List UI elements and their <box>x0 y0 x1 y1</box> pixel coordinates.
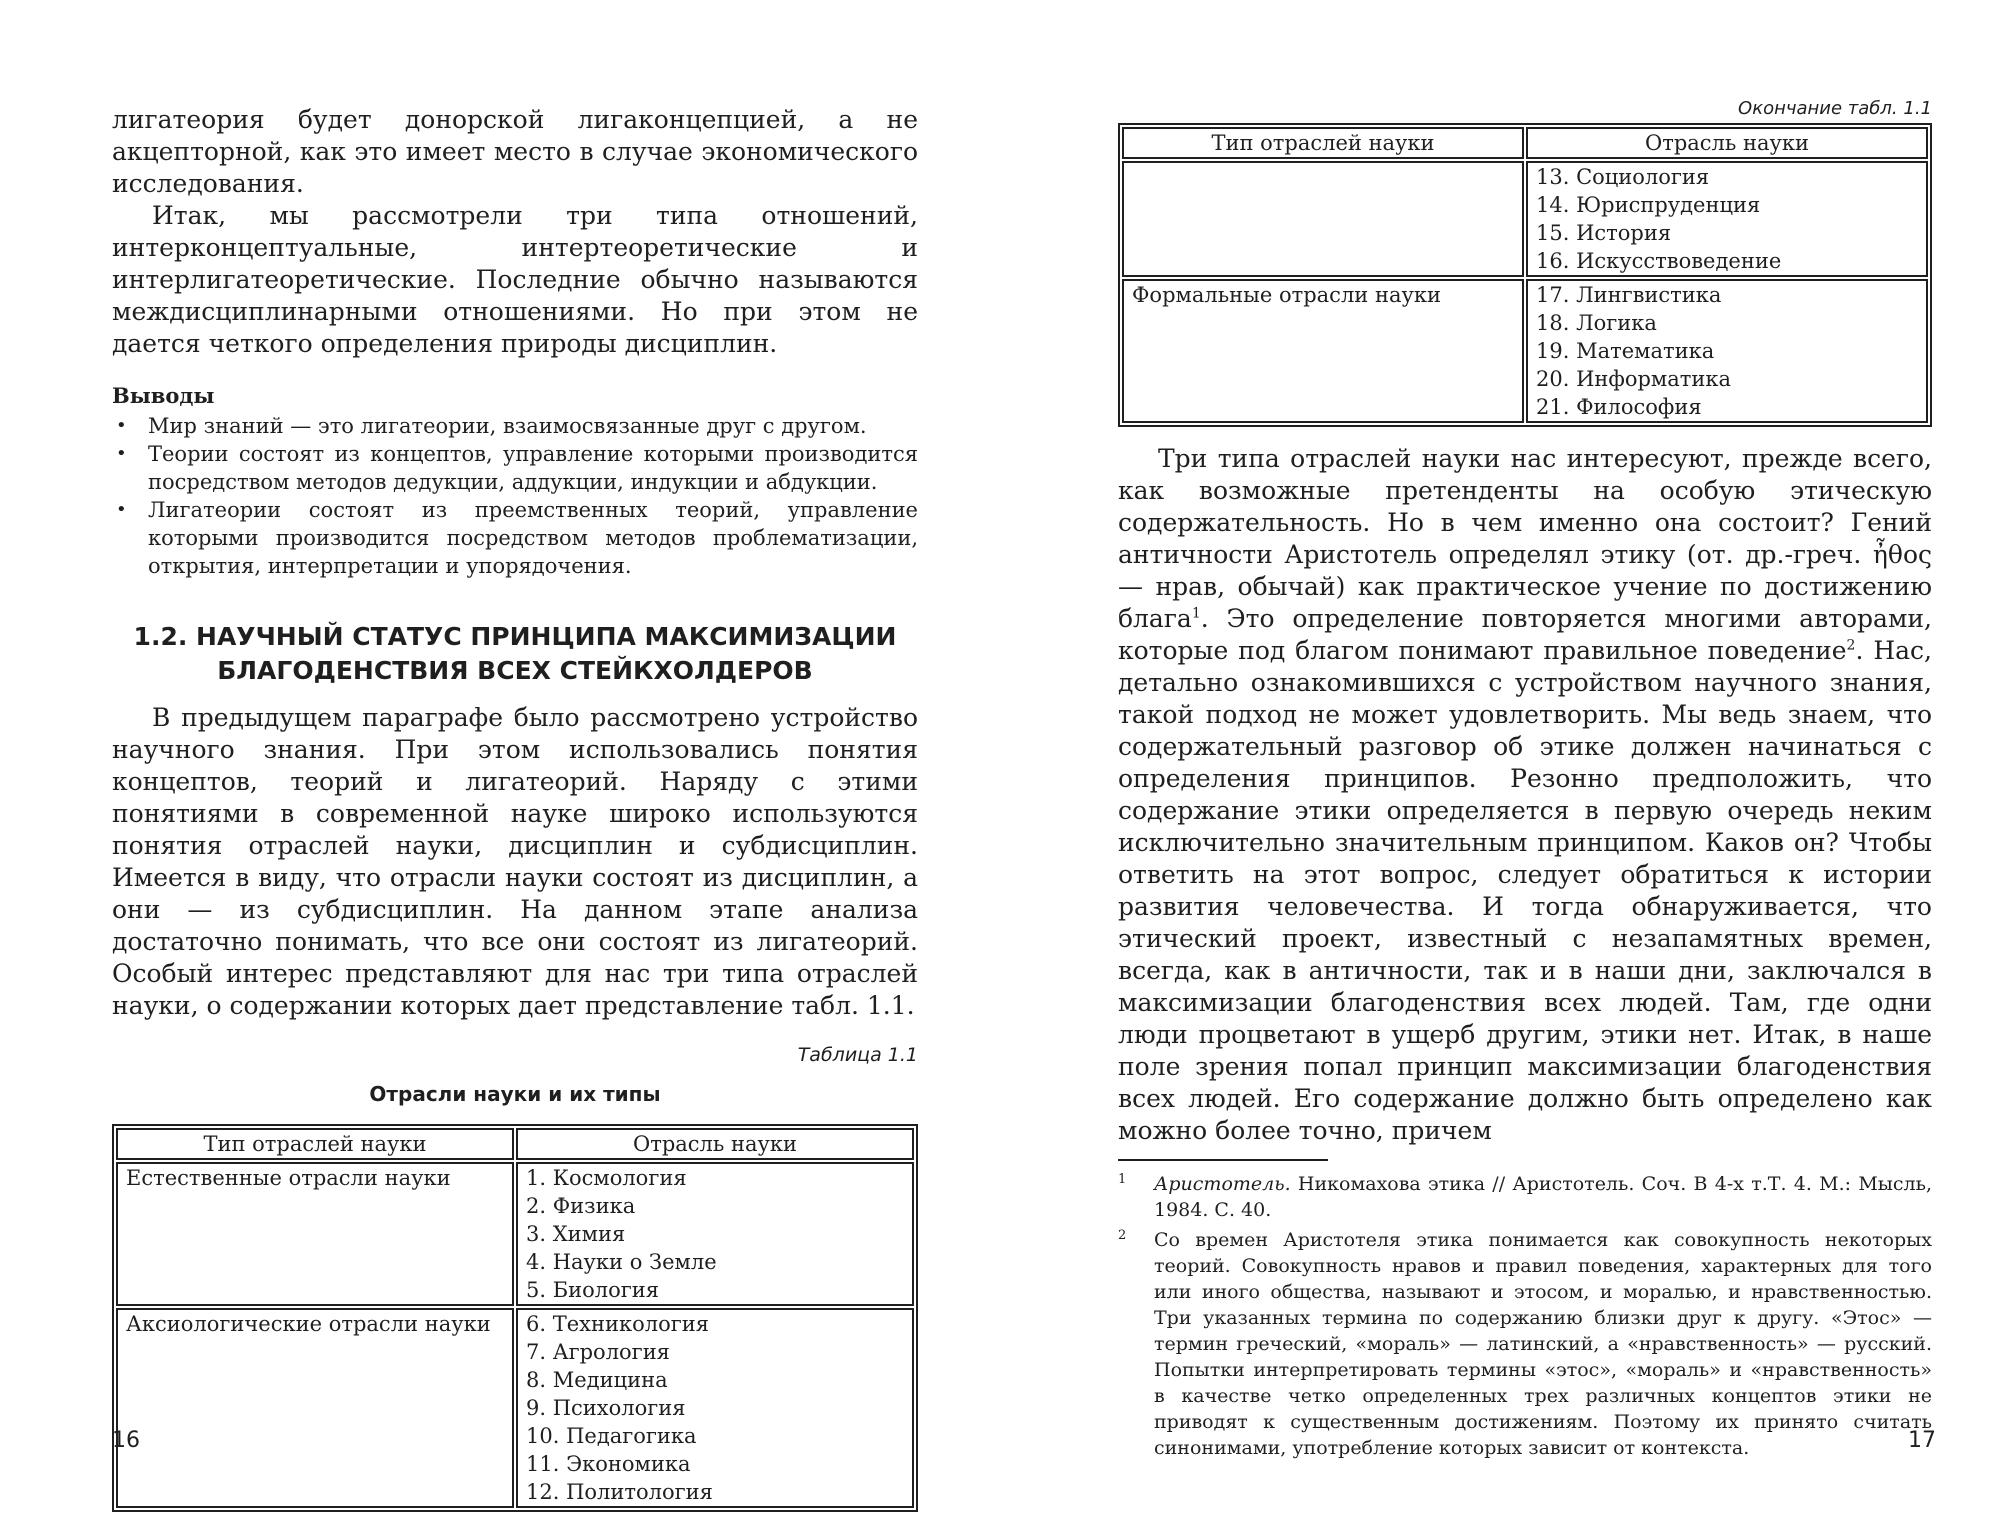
footnote-2-mark: 2 <box>1118 1228 1127 1243</box>
table-continuation-label: Окончание табл. 1.1 <box>1738 98 1932 119</box>
branch-item: 5. Биология <box>526 1278 660 1302</box>
footnote-divider <box>1118 1159 1328 1161</box>
table-cell-branches <box>516 1308 914 1508</box>
branch-item: 21. Философия <box>1536 395 1702 419</box>
conclusions-title: Выводы <box>112 383 215 408</box>
branch-item: 6. Техникология <box>526 1312 709 1336</box>
branch-item: 19. Математика <box>1536 339 1715 363</box>
footnote-2-text: Со времен Аристотеля этика понимается как совокупность некоторых теорий. Совокупность нравов и правил поведения, характерных для того или иного общества, называют и этосом, и моралью, и нравственностью. Три указанных термина по содержанию близки друг к другу. «Этос» — термин греческий, «мораль» — латинский, а «нравственность» — русский. Попытки интерпретировать термины «этос», «мораль» и «нравственность» в качестве четко определенных трех различных концептов этики не приводят к существенным достижениям. Поэтому их принято считать синонимами, употребление которых зависит от контекста. <box>1154 1229 1932 1459</box>
branch-item: 2. Физика <box>526 1194 636 1218</box>
table-cell-type: Аксиологические отрасли науки <box>116 1308 514 1508</box>
sciences-table <box>112 1124 918 1512</box>
page-number-right: 17 <box>1908 1428 1936 1453</box>
table-cell-type: Формальные отрасли науки <box>1122 279 1524 423</box>
left-page <box>112 0 918 1522</box>
table-row <box>116 1162 914 1306</box>
section-title-line1: 1.2. НАУЧНЫЙ СТАТУС ПРИНЦИПА МАКСИМИЗАЦИИ <box>133 622 897 651</box>
main-paragraph <box>1118 443 1932 1147</box>
branch-item: 3. Химия <box>526 1222 626 1246</box>
branch-item: 8. Медицина <box>526 1368 668 1392</box>
intro-paragraph-1: лигатеория будет донорской лигаконцепцией, а не акцепторной, как это имеет место в случае экономического исследования. <box>112 105 918 198</box>
branch-item: 12. Политология <box>526 1480 713 1504</box>
branch-item: 15. История <box>1536 221 1672 245</box>
table-header-row <box>116 1128 914 1160</box>
branch-item: 4. Науки о Земле <box>526 1250 717 1274</box>
page-number-left: 16 <box>112 1428 140 1453</box>
table-cell-type: Естественные отрасли науки <box>116 1162 514 1306</box>
sciences-table-continued <box>1118 123 1932 427</box>
section-paragraph: В предыдущем параграфе было рассмотрено устройство научного знания. При этом использовались понятия концептов, теорий и лигатеорий. Наряду с этими понятиями в современной науке широко используются понятия отраслей науки, дисциплин и субдисциплин. Имеется в виду, что отрасли науки состоят из дисциплин, а они — из субдисциплин. На данном этапе анализа достаточно понимать, что все они состоят из лигатеорий. Особый интерес представляют для нас три типа отраслей науки, о содержании которых дает представление табл. 1.1. <box>112 703 918 1020</box>
footnote-1-author: Аристотель. <box>1154 1173 1291 1195</box>
conclusions-block <box>112 382 918 580</box>
branch-item: 10. Педагогика <box>526 1424 697 1448</box>
branch-item: 1. Космология <box>526 1166 687 1190</box>
table-header-type: Тип отраслей науки <box>116 1128 514 1160</box>
branch-item: 18. Логика <box>1536 311 1657 335</box>
footnote-ref-2: 2 <box>1846 637 1856 654</box>
branch-item: 9. Психология <box>526 1396 686 1420</box>
branch-item: 20. Информатика <box>1536 367 1732 391</box>
section-title-line2: БЛАГОДЕНСТВИЯ ВСЕХ СТЕЙКХОЛДЕРОВ <box>217 656 813 685</box>
branch-item: 17. Лингвистика <box>1536 283 1722 307</box>
table-cell-type <box>1122 161 1524 277</box>
footnote-1-mark: 1 <box>1118 1172 1127 1187</box>
footnote-1 <box>1118 1171 1932 1223</box>
main-paragraph-part3: . Нас, детально ознакомившихся с устройством научного знания, такой подход не может удовлетворить. Мы ведь знаем, что содержательный разговор об этике должен начинаться с определения принципов. Резонно предположить, что содержание этики определяется в первую очередь неким исключительно значительным принципом. Каков он? Чтобы ответить на этот вопрос, следует обратиться к истории развития человечества. И тогда обнаруживается, что этический проект, известный с незапамятных времен, всегда, как в античности, так и в наши дни, заключался в максимизации благоденствия всех людей. Там, где одни люди процветают в ущерб другим, этики нет. Итак, в наше поле зрения попал принцип максимизации благоденствия всех людей. Его содержание должно быть определено как можно более точно, причем <box>1118 636 1932 1145</box>
main-paragraph-part2: . Это определение повторяется многими авторами, которые под благом понимают правильное поведение <box>1118 604 1932 665</box>
conclusion-item: • Лигатеории состоят из преемственных теорий, управление которыми производится посредством методов проблематизации, открытия, интерпретации и упорядочения. <box>148 496 918 580</box>
table-row <box>1122 279 1928 423</box>
main-paragraph-part1: Три типа отраслей науки нас интересуют, прежде всего, как возможные претенденты на особую этическую содержательность. Но в чем именно она состоит? Гений античности Аристотель определял этику (от. др.-греч. ἦθος — нрав, обычай) как практическое учение по достижению блага <box>1118 444 1932 633</box>
table-cell-branches <box>1526 161 1928 277</box>
branch-item: 14. Юриспруденция <box>1536 193 1761 217</box>
section-title <box>112 620 918 688</box>
intro-paragraph-2: Итак, мы рассмотрели три типа отношений, интерконцептуальные, интертеоретические и интерлигатеоретические. Последние обычно называются междисциплинарными отношениями. Но при этом не дается четкого определения природы дисциплин. <box>112 201 918 358</box>
branch-item: 16. Искусствоведение <box>1536 249 1782 273</box>
table-label: Таблица 1.1 <box>797 1044 918 1066</box>
table-title: Отрасли науки и их типы <box>369 1082 661 1106</box>
table-cell-branches <box>516 1162 914 1306</box>
table-row <box>1122 161 1928 277</box>
branch-item: 7. Агрология <box>526 1340 670 1364</box>
table-header-branch: Отрасль науки <box>1526 127 1928 159</box>
table-header-branch: Отрасль науки <box>516 1128 914 1160</box>
footnote-ref-1: 1 <box>1191 605 1201 622</box>
conclusion-item: • Мир знаний — это лигатеории, взаимосвязанные друг с другом. <box>148 412 918 440</box>
footnote-1-text: Никомахова этика // Аристотель. Соч. В 4-х т.Т. 4. М.: Мысль, 1984. С. 40. <box>1154 1173 1932 1221</box>
right-page <box>1118 0 1932 1522</box>
branch-item: 13. Социология <box>1536 165 1710 189</box>
branch-item: 11. Экономика <box>526 1452 691 1476</box>
table-cell-branches <box>1526 279 1928 423</box>
table-header-type: Тип отраслей науки <box>1122 127 1524 159</box>
table-header-row <box>1122 127 1928 159</box>
footnote-2 <box>1118 1227 1932 1461</box>
conclusion-item: • Теории состоят из концептов, управление которыми производится посредством методов дедукции, аддукции, индукции и абдукции. <box>148 440 918 496</box>
conclusions-list <box>112 412 918 580</box>
table-row <box>116 1308 914 1508</box>
